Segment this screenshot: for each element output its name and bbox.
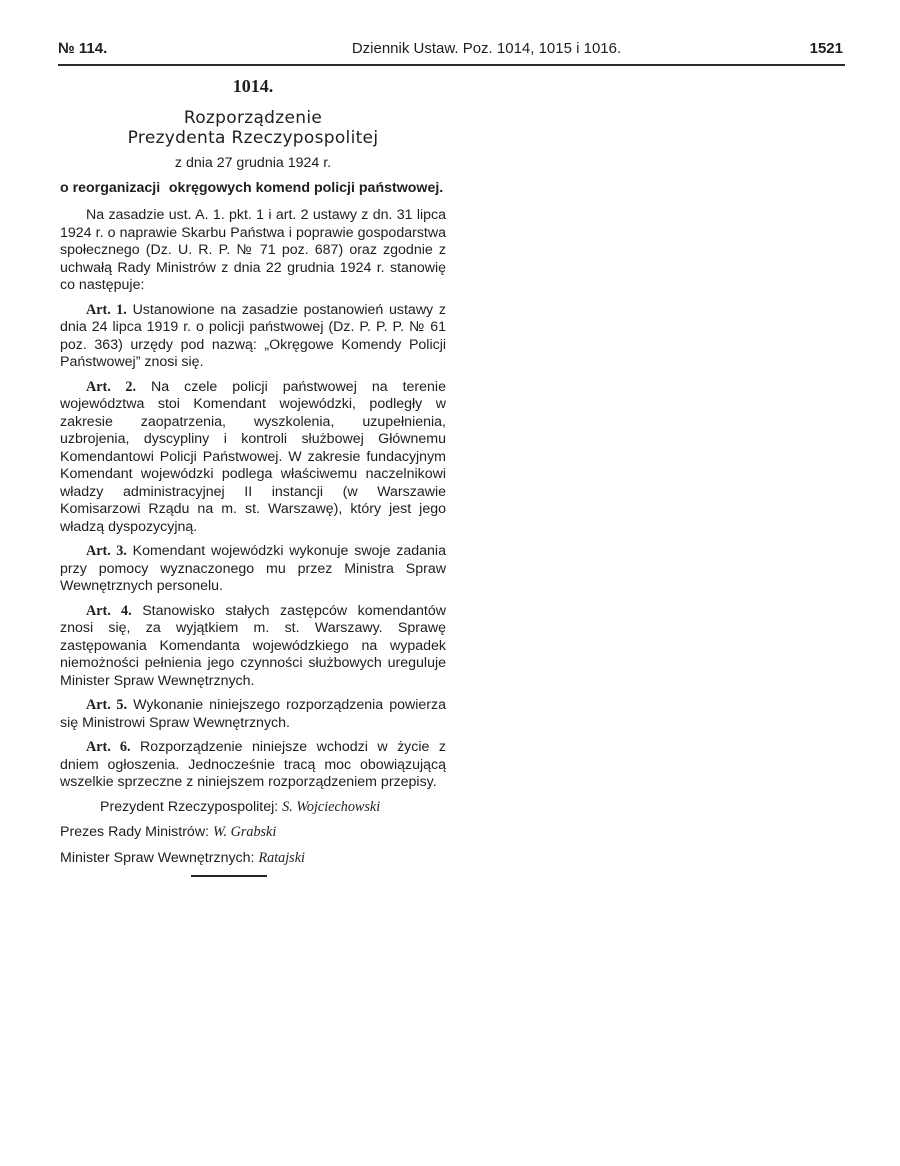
journal-title: Dziennik Ustaw. Poz. 1014, 1015 i 1016. [351,40,622,57]
article-label: Art. 2. [86,378,137,395]
closing-rule [191,875,267,877]
decree-subject [60,180,446,197]
article-text: Na czele policji państwowej na terenie województwa stoi Komendant wojewódzki, podległy w zakresie zaopatrzenia, wyszkolenia, uzupełnienia, uzbrojenia, dyscypliny i kontroli służbowej Głównemu Komendantowi Policji Państwowej. W zakresie fundacyjnym Komendant wojewódzki podlega właściwemu naczelnikowi władzy administracyjnej II instancji (w Warszawie Komisarzowi Rządu na m. st. Warszawę), który jest jego władzą dyspozycyjną. [60,378,446,535]
article-label: Art. 1. [86,301,127,318]
decree-title-line1: Rozporządzenie [183,107,323,128]
signature-role: Prezes Rady Ministrów: [60,824,210,840]
page-header [58,34,845,66]
article-text: Stanowisko stałych zastępców komendantów znosi się, za wyjątkiem m. st. Warszawy. Sprawę zastępowania Komendanta wojewódzkiego na wypadek niemożności pełnienia jego czynności służbowych ureguluje Minister Spraw Wewnętrznych. [60,602,446,689]
article-2 [60,379,446,537]
decree-date: z dnia 27 grudnia 1924 r. [174,154,332,171]
issue-number: № 114. [58,40,108,57]
article-label: Art. 5. [86,697,128,713]
signature-president [60,799,446,817]
article-1 [60,302,446,372]
decree-number: 1014. [232,76,274,96]
article-5 [60,697,446,732]
signature-role: Prezydent Rzeczypospolitej: [100,798,279,815]
decree-title-line2: Prezydenta Rzeczypospolitej [127,127,379,148]
article-label: Art. 4. [86,602,132,619]
article-label: Art. 3. [86,543,127,559]
preamble: Na zasadzie ust. A. 1. pkt. 1 i art. 2 ustawy z dn. 31 lipca 1924 r. o naprawie Skarbu Państwa i poprawie gospodarstwa społecznego (Dz. U. R. P. № 71 poz. 687) oraz zgodnie z uchwałą Rady Ministrów z dnia 22 grudnia 1924 r. stanowię co następuje: [60,207,446,293]
signature-interior-minister [60,850,446,868]
subject-lead: o reorganizacji [60,180,161,196]
subject-rest: okręgowych komend policji państwowej. [168,180,444,196]
article-3 [60,543,446,596]
article-4 [60,603,446,691]
signature-name: Ratajski [258,849,305,866]
signature-name: S. Wojciechowski [282,798,381,815]
article-text: Rozporządzenie niniejsze wchodzi w życie z dniem ogłoszenia. Jednocześnie tracą moc obowiązującą wszelkie sprzeczne z niniejszem rozporządzeniem przepisy. [60,739,446,790]
decree-column [60,78,446,877]
signature-role: Minister Spraw Wewnętrznych: [60,849,255,866]
signature-name: W. Grabski [212,824,277,840]
page-number: 1521 [809,40,843,57]
article-label: Art. 6. [86,739,131,755]
article-text: Komendant wojewódzki wykonuje swoje zadania przy pomocy wyznaczonego mu przez Ministra Spraw Wewnętrznych personelu. [60,543,446,594]
article-text: Wykonanie niniejszego rozporządzenia powierza się Ministrowi Spraw Wewnętrznych. [60,697,446,731]
article-text: Ustanowione na zasadzie postanowień ustawy z dnia 24 lipca 1919 r. o policji państwowej (Dz. P. P. P. № 61 poz. 363) urzędy pod nazwą: „Okręgowe Komendy Policji Państwowej” znosi się. [60,301,446,370]
article-6 [60,739,446,792]
signature-prime-minister [60,824,446,842]
